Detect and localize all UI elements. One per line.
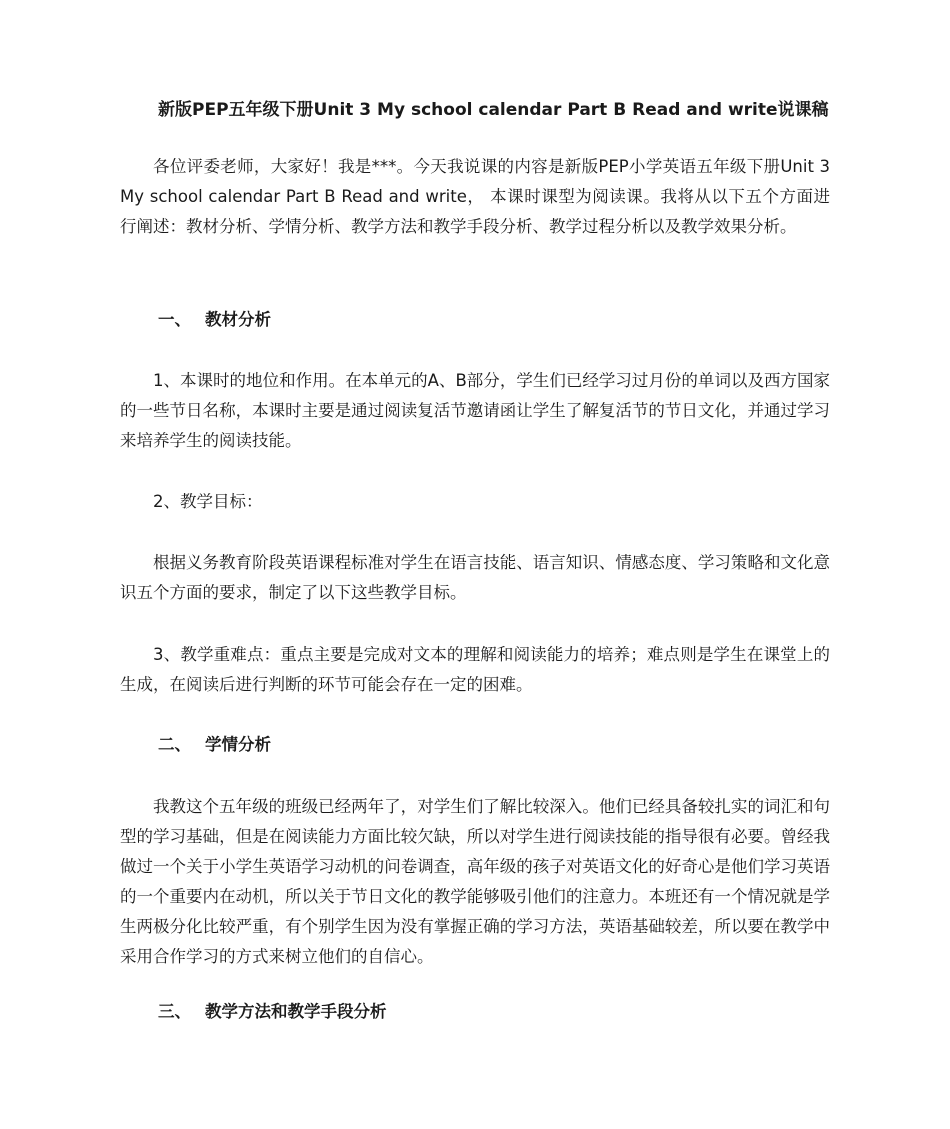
section-1-paragraph-4: 3、教学重难点：重点主要是完成对文本的理解和阅读能力的培养；难点则是学生在课堂上的生成，在阅读后进行判断的环节可能会存在一定的困难。 [120,645,830,694]
document-title: 新版PEP五年级下册Unit 3 My school calendar Part B Read and write说课稿 [158,100,829,120]
section-number: 二、 [158,735,191,754]
section-title: 学情分析 [205,735,271,754]
section-2-paragraph-1: 我教这个五年级的班级已经两年了，对学生们了解比较深入。他们已经具备较扎实的词汇和句型的学习基础，但是在阅读能力方面比较欠缺，所以对学生进行阅读技能的指导很有必要。曾经我做过一个关于小学生英语学习动机的问卷调查，高年级的孩子对英语文化的好奇心是他们学习英语的一个重要内在动机，所以关于节日文化的教学能够吸引他们的注意力。本班还有一个情况就是学生两极分化比较严重，有个别学生因为没有掌握正确的学习方法，英语基础较差，所以要在教学中采用合作学习的方式来树立他们的自信心。 [120,797,830,966]
section-number: 三、 [158,1002,191,1021]
section-title: 教学方法和教学手段分析 [205,1002,387,1021]
section-1-paragraph-1: 1、本课时的地位和作用。在本单元的A、B部分，学生们已经学习过月份的单词以及西方国家的一些节日名称，本课时主要是通过阅读复活节邀请函让学生了解复活节的节日文化，并通过学习来培养学生的阅读技能。 [120,371,830,450]
section-title: 教材分析 [205,310,271,329]
section-heading-1 [158,305,271,335]
section-1-paragraph-3: 根据义务教育阶段英语课程标准对学生在语言技能、语言知识、情感态度、学习策略和文化意识五个方面的要求，制定了以下这些教学目标。 [120,553,830,602]
section-number: 一、 [158,310,191,329]
intro-paragraph: 各位评委老师，大家好！我是***。今天我说课的内容是新版PEP小学英语五年级下册Unit 3 My school calendar Part B Read and write， 本课时课型为阅读课。我将从以下五个方面进行阐述：教材分析、学情分析、教学方法和教学手段分析、教学过程分析以及教学效果分析。 [120,157,830,236]
section-heading-3 [158,997,387,1027]
section-heading-2 [158,730,271,760]
section-1-paragraph-2: 2、教学目标： [153,492,263,511]
